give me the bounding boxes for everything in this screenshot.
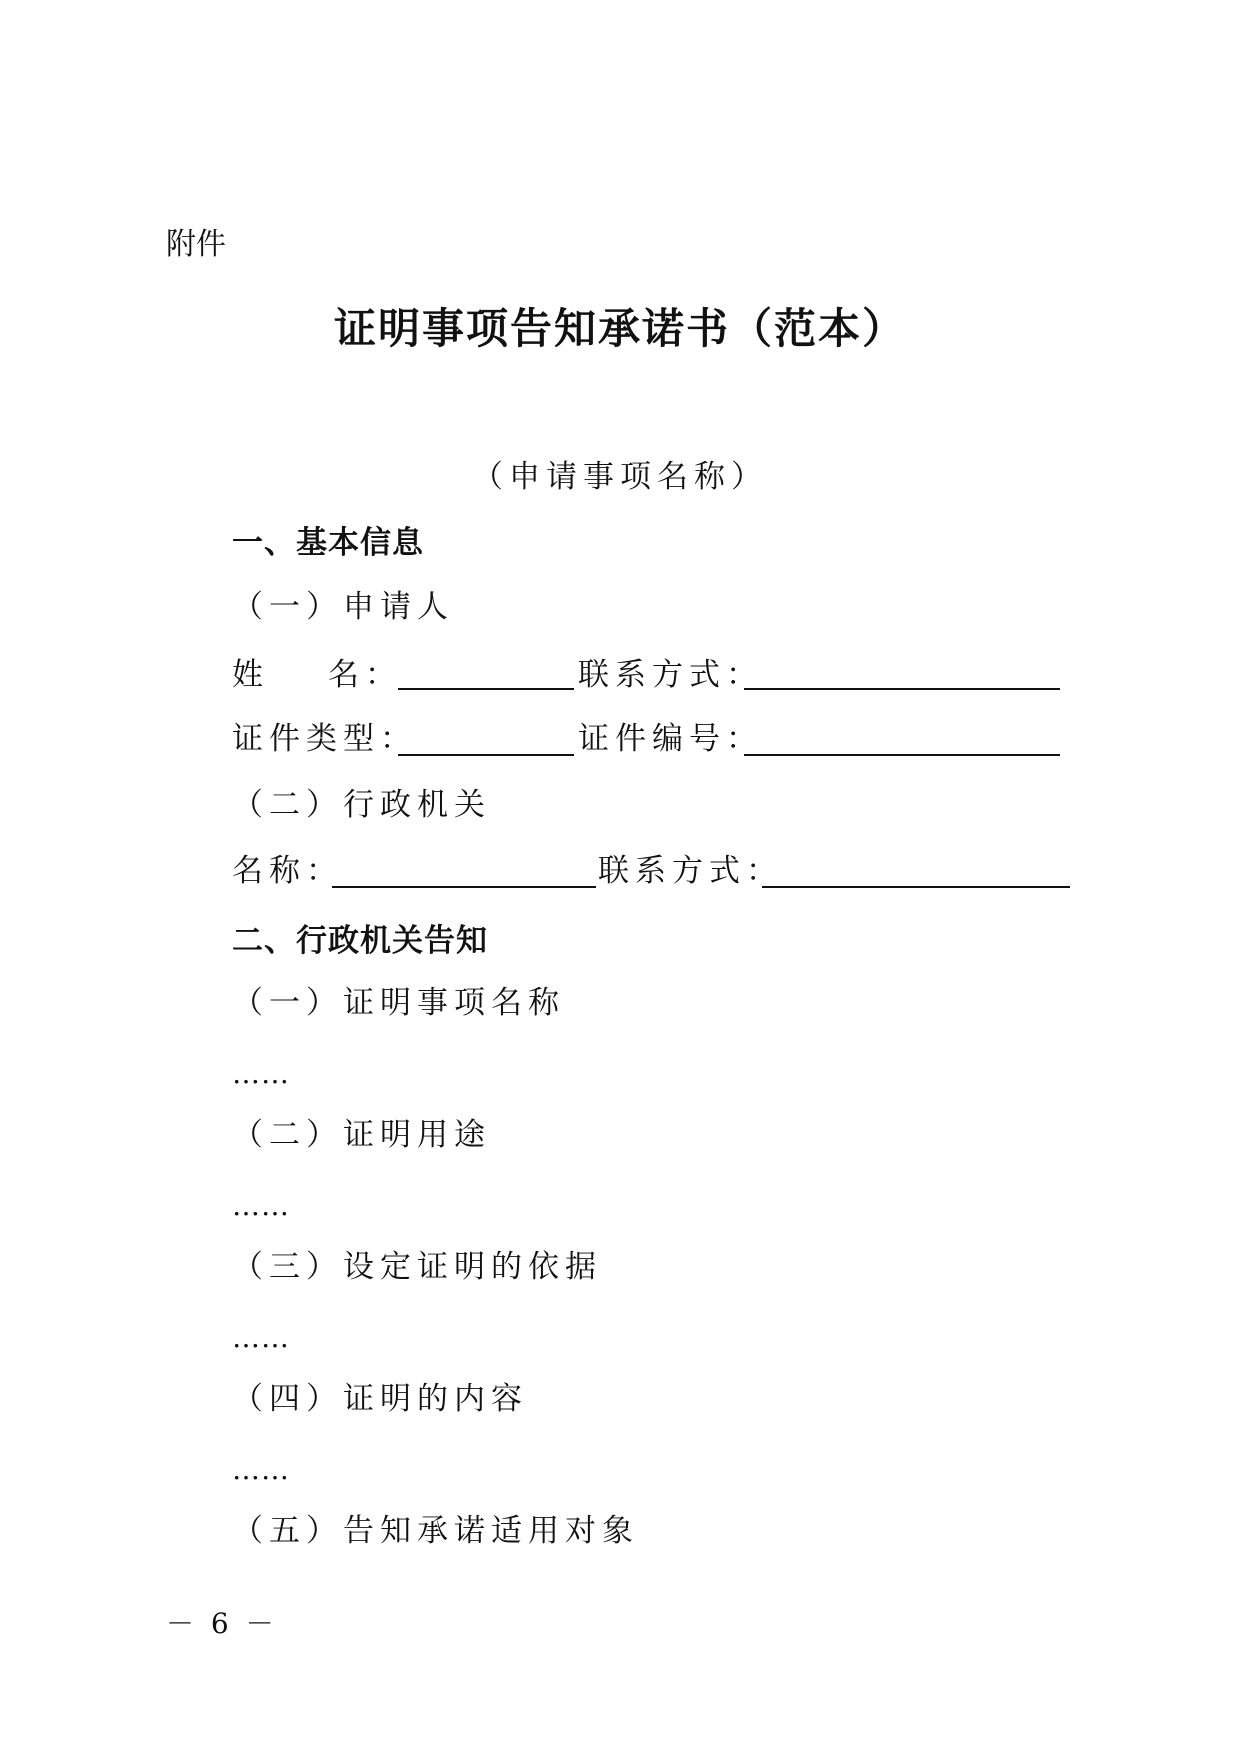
applicant-contact-field[interactable] <box>744 688 1060 690</box>
page-number: － 6 － <box>166 1607 278 1640</box>
section-authority-notice-heading: 二、行政机关告知 <box>232 923 488 959</box>
item-certificate-content-placeholder: …… <box>232 1453 290 1486</box>
item-legal-basis-placeholder: …… <box>232 1321 290 1354</box>
name-label-part1: 姓 <box>232 657 269 693</box>
authority-name-label: 名称： <box>232 853 343 889</box>
id-type-field[interactable] <box>398 754 574 756</box>
item-certificate-content-heading: （四）证明的内容 <box>232 1381 528 1417</box>
item-legal-basis-heading: （三）设定证明的依据 <box>232 1249 602 1285</box>
item-certificate-name-placeholder: …… <box>232 1057 290 1090</box>
authority-subheading: （二）行政机关 <box>232 787 491 823</box>
item-applicable-subjects-heading: （五）告知承诺适用对象 <box>232 1513 639 1549</box>
name-label-part2: 名： <box>328 657 402 693</box>
section-basic-info-heading: 一、基本信息 <box>232 525 424 561</box>
item-certificate-purpose-heading: （二）证明用途 <box>232 1117 491 1153</box>
document-title: 证明事项告知承诺书（范本） <box>333 304 906 353</box>
authority-contact-field[interactable] <box>762 886 1070 888</box>
application-item-name: （申请事项名称） <box>472 459 768 495</box>
id-number-field[interactable] <box>744 754 1060 756</box>
applicant-contact-label: 联系方式： <box>578 657 763 693</box>
item-certificate-purpose-placeholder: …… <box>232 1189 290 1222</box>
id-type-label: 证件类型： <box>232 721 417 757</box>
name-field[interactable] <box>398 688 574 690</box>
attachment-label: 附件 <box>166 227 226 262</box>
applicant-subheading: （一）申请人 <box>232 589 454 625</box>
authority-contact-label: 联系方式： <box>598 853 783 889</box>
id-number-label: 证件编号： <box>578 721 763 757</box>
item-certificate-name-heading: （一）证明事项名称 <box>232 985 565 1021</box>
authority-name-field[interactable] <box>332 886 596 888</box>
